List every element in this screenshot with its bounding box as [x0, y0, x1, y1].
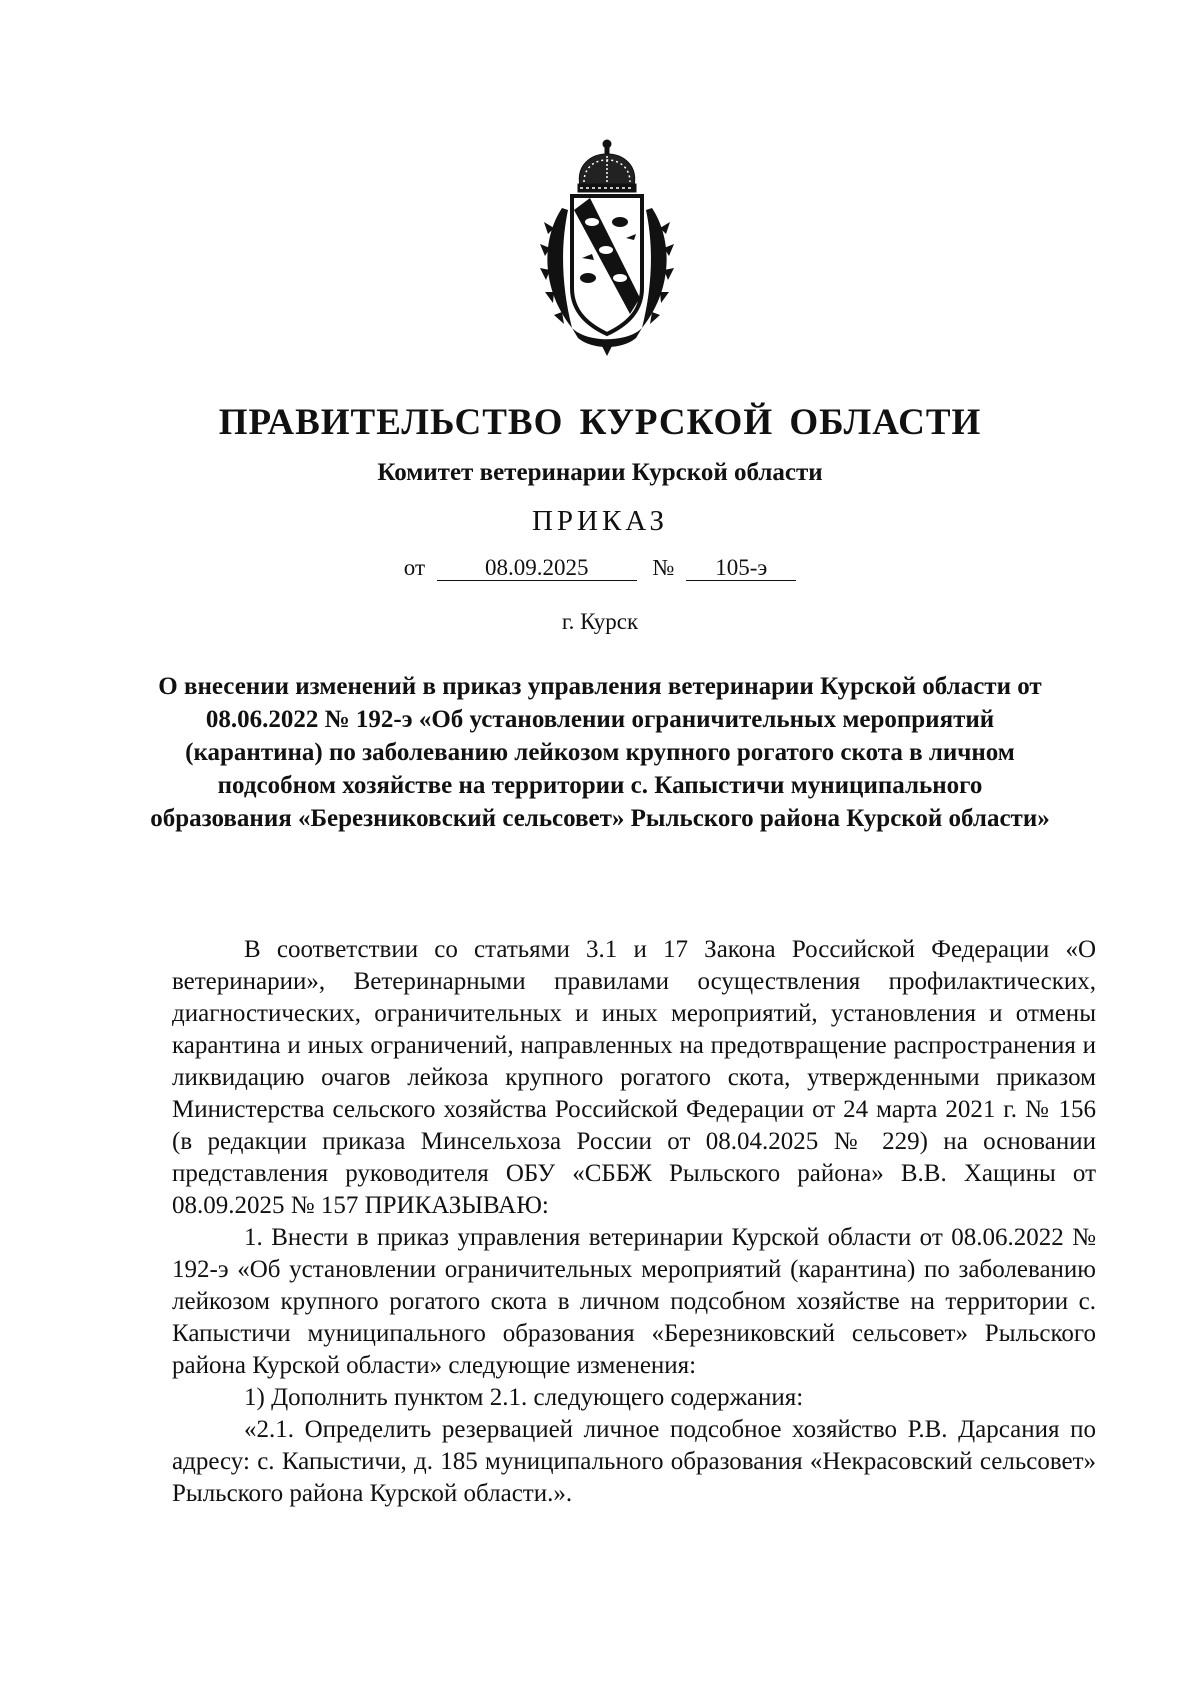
item-2-1-text-paragraph: «2.1. Определить резервацией личное подсобное хозяйство Р.В. Дарсания по адресу: с. Капыстичи, д. 185 муниципального образования «Некрасовский сельсовет» Рыльского района Курской области.».	[172, 1416, 1096, 1507]
committee-name: Комитет ветеринарии Курской области	[377, 459, 823, 486]
date-prefix: от	[403, 555, 426, 580]
document-type: ПРИКАЗ	[531, 505, 669, 537]
order-subject: О внесении изменений в приказ управления ветеринарии Курской области от 08.06.2022 № 192-э «Об установлении ограничительных мероприятий (карантина) по заболеванию лейкозом крупного рогатого скота в личном подсобном хозяйстве на территории с. Капыстичи муниципального образования «Березниковский сельсовет» Рыльского района Курской области»	[150, 673, 1050, 832]
preamble-paragraph: В соответствии со статьями 3.1 и 17 Закона Российской Федерации «О ветеринарии», Ветеринарными правилами осуществления профилактических, диагностических, ограничительных и иных мероприятий, установления и отмены карантина и иных ограничений, направленных на предотвращение распространения и ликвидацию очагов лейкоза крупного рогатого скота, утвержденными приказом Министерства сельского хозяйства Российской Федерации от 24 марта 2021 г. № 156 (в редакции приказа Минсельхоза России от 08.04.2025 № 229) на основании представления руководителя ОБУ «СББЖ Рыльского района» В.В. Хащины от 08.09.2025 № 157 ПРИКАЗЫВАЮ:	[172, 936, 1096, 1219]
item-1-1-paragraph: 1) Дополнить пунктом 2.1. следующего содержания:	[244, 1384, 804, 1411]
order-number: 105-э	[686, 556, 796, 581]
order-body	[172, 934, 1096, 1510]
government-title: ПРАВИТЕЛЬСТВО КУРСКОЙ ОБЛАСТИ	[218, 402, 982, 443]
number-prefix: №	[652, 555, 675, 580]
item-1-paragraph: 1. Внести в приказ управления ветеринарии Курской области от 08.06.2022 № 192-э «Об установлении ограничительных мероприятий (карантина) по заболеванию лейкозом крупного рогатого скота в личном подсобном хозяйстве на территории с. Капыстичи муниципального образования «Березниковский сельсовет» Рыльского района Курской области» следующие изменения:	[172, 1224, 1096, 1379]
date-number-line	[0, 555, 1200, 581]
kursk-coat-of-arms-icon	[532, 138, 682, 358]
order-date: 08.09.2025	[437, 556, 637, 581]
city: г. Курск	[561, 609, 639, 634]
